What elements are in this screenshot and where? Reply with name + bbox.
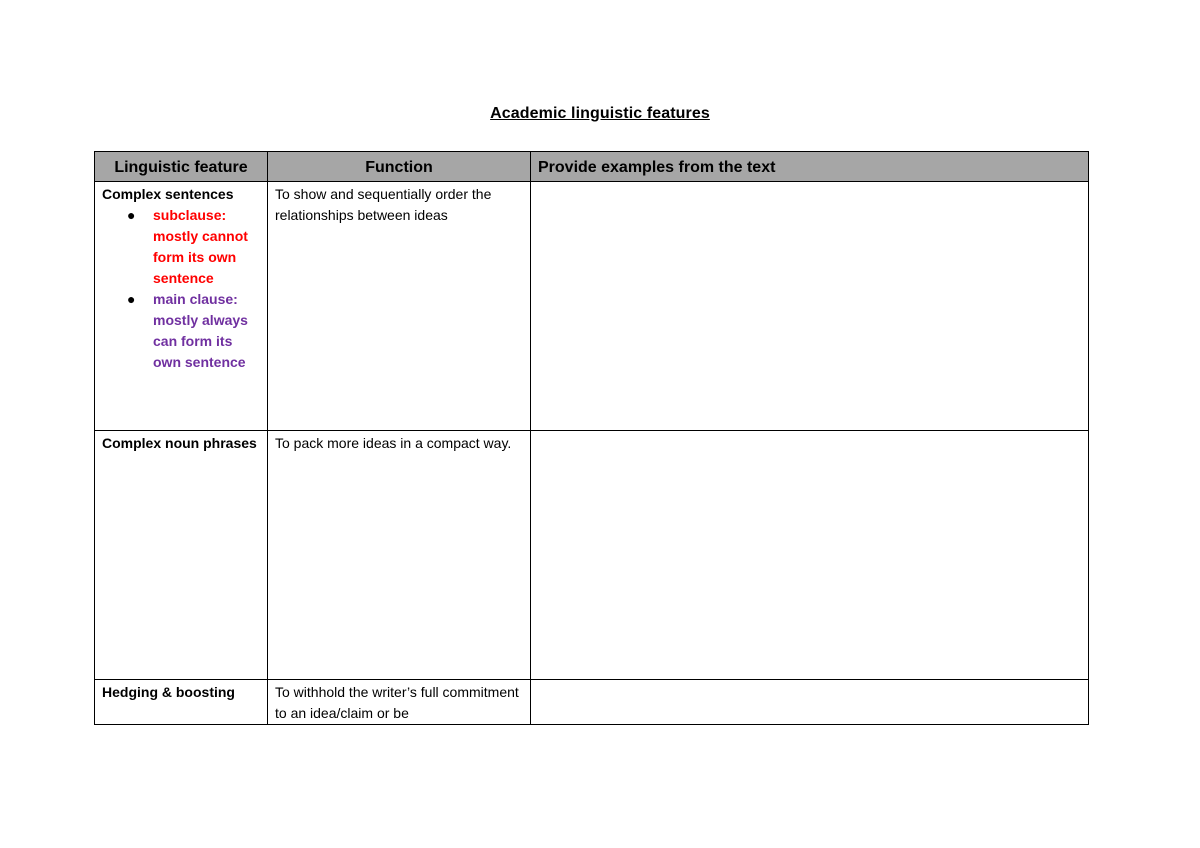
bullet-icon: ●	[127, 291, 136, 307]
table-row	[95, 182, 1089, 431]
list-item	[102, 205, 261, 289]
page-title: Academic linguistic features	[490, 105, 710, 122]
function-cell: To show and sequentially order the relationships between ideas	[268, 182, 531, 431]
features-table	[94, 151, 1089, 725]
function-text: To withhold the writer’s full commitment to an idea/claim or be	[275, 684, 519, 721]
subclause-note: subclause: mostly cannot form its own sentence	[153, 207, 248, 286]
header-function: Function	[268, 152, 531, 182]
list-item	[102, 289, 261, 373]
feature-name: Complex noun phrases	[102, 435, 257, 451]
header-examples: Provide examples from the text	[531, 152, 1089, 182]
header-linguistic-feature: Linguistic feature	[95, 152, 268, 182]
feature-name: Hedging & boosting	[102, 684, 235, 700]
examples-cell[interactable]	[531, 182, 1089, 431]
function-cell	[268, 680, 531, 725]
examples-cell[interactable]	[531, 680, 1089, 725]
clause-list	[102, 205, 261, 373]
feature-name: Complex sentences	[102, 186, 234, 202]
table-row	[95, 431, 1089, 680]
feature-cell	[95, 182, 268, 431]
feature-cell	[95, 680, 268, 725]
table-header-row	[95, 152, 1089, 182]
table-row	[95, 680, 1089, 725]
bullet-icon: ●	[127, 207, 136, 223]
function-cell: To pack more ideas in a compact way.	[268, 431, 531, 680]
feature-cell	[95, 431, 268, 680]
examples-cell[interactable]	[531, 431, 1089, 680]
main-clause-note: main clause: mostly always can form its own sentence	[153, 291, 248, 370]
